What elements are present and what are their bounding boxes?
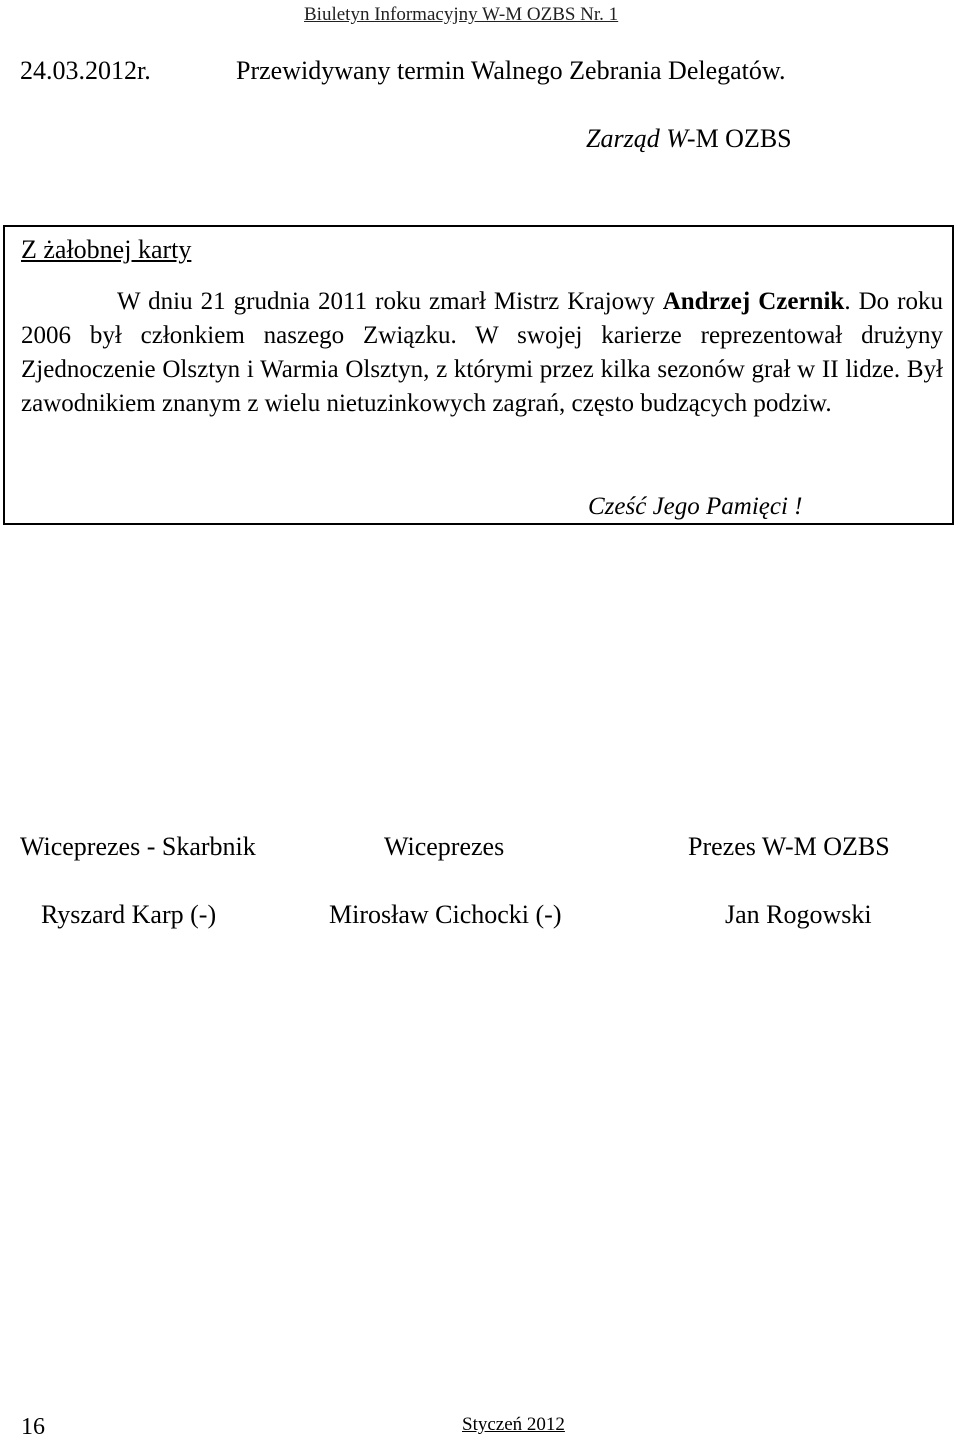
memorial-box bbox=[3, 225, 954, 525]
page-number: 16 bbox=[21, 1414, 45, 1440]
board-signature bbox=[586, 124, 792, 154]
signature-role-president: Prezes W-M OZBS bbox=[688, 832, 890, 861]
running-header: Biuletyn Informacyjny W-M OZBS Nr. 1 bbox=[304, 4, 619, 25]
deceased-name: Andrzej Czernik bbox=[662, 288, 845, 315]
memorial-text: . Do roku 2006 był członkiem naszego Związku. W swojej karierze reprezentował drużyny Zjednoczenie Olsztyn i Warmia Olsztyn, z którymi przez kilka sezonów grał w II lidze. Był zawodnikiem znanym z wielu nietuzinkowych zagrań, często budzących podziw. bbox=[21, 288, 944, 417]
board-signature-rest: M OZBS bbox=[695, 124, 792, 153]
signature-role-vice-president: Wiceprezes bbox=[384, 832, 505, 861]
signature-name-vice-president: Mirosław Cichocki (-) bbox=[329, 900, 562, 929]
memorial-title: Z żałobnej karty bbox=[21, 235, 192, 264]
memorial-body bbox=[21, 285, 943, 421]
signature-name-president: Jan Rogowski bbox=[725, 900, 872, 929]
announcement-date: 24.03.2012r. bbox=[20, 56, 151, 85]
memorial-lead: W dniu 21 grudnia 2011 roku zmarł Mistrz Krajowy bbox=[117, 288, 663, 315]
memorial-closing: Cześć Jego Pamięci ! bbox=[588, 493, 803, 520]
signature-name-treasurer: Ryszard Karp (-) bbox=[41, 900, 217, 929]
announcement-line bbox=[20, 56, 786, 86]
footer-month: Styczeń 2012 bbox=[462, 1414, 565, 1435]
signature-role-treasurer: Wiceprezes - Skarbnik bbox=[20, 832, 256, 861]
board-signature-italic: Zarząd W- bbox=[586, 124, 696, 153]
announcement-text: Przewidywany termin Walnego Zebrania Delegatów. bbox=[236, 56, 786, 85]
